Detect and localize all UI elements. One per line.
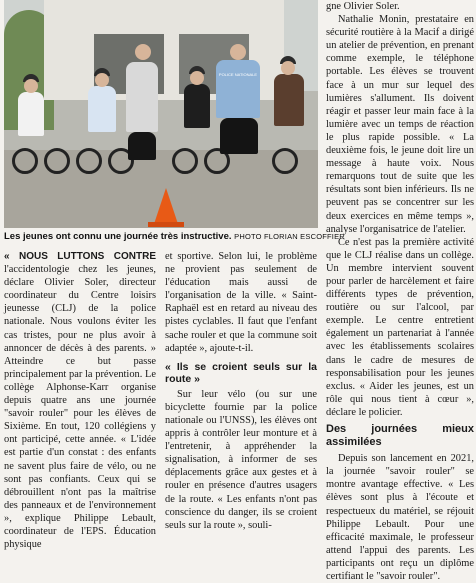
paragraph-text: l'accidentologie chez les jeunes, déclare Olivier Soler, directeur coordinateur du Centre loisirs jeunesse (CLJ) de la police nationale. Nous voulons éviter les cas tristes, pour ne plus avoir à annoncer de décès à des parents. » Atteindre ce but passe principalement par la prévention. Le collège Alphonse-Karr organise depuis quatre ans une journée "savoir rouler" pour les élèves de Sixième. En tout, 120 collégiens y ont participé, cette année. « L'idée est partie d'un constat : des enfants ne savent plus faire de vélo, ou ne sont pas confiants. Ceux qui se débrouillent n'ont pas la maîtrise des panneaux et de l'environnement », explique Philippe Lebault, coordinateur de l'EPS. Éducation physique [4,264,156,551]
photo-bike-wheel [172,148,198,174]
photo-credit: PHOTO FLORIAN ESCOFFIER [234,232,345,241]
subheading: « Ils se croient seuls sur la route » [165,360,317,385]
caption-text: Les jeunes ont connu une journée très instructive. [4,231,232,242]
photo-bike-wheel [44,148,70,174]
photo-police-officer [216,60,260,118]
photo-caption [4,231,345,242]
photo-head [230,44,246,60]
paragraph: et sportive. Selon lui, le problème ne provient pas seulement de l'éducation mais aussi de l'organisation de la ville. « Saint-Raphaël est en retard au niveau des pistes cyclables. Il faut que l'enfant sache rouler et que la commune soit adaptée », ajoute-t-il. [165,251,317,354]
paragraph: Sur leur vélo (ou sur une bicyclette fournie par la police nationale ou l'UNSS), les élèves ont appris à contrôler leur monture et à l'entretenir, à appréhender la signalisation, à informer de ses déplacements grâce aux gestes et à rouler en présence d'autres usagers de la route. « Les enfants n'ont pas conscience du danger, ils se croient seuls sur la route », souli- [165,388,317,531]
photo-shorts [220,118,258,154]
photo-bike-wheel [12,148,38,174]
photo-shirt-text: POLICE NATIONALE [218,72,258,77]
photo-head [281,61,295,75]
paragraph: gne Olivier Soler. [326,1,400,12]
photo-bike-wheel [76,148,102,174]
photo-child [88,86,116,132]
photo-child [184,84,210,128]
article-photo [4,0,318,228]
paragraph: Nathalie Monin, prestataire en sécurité routière à la Macif a dirigé un atelier de prévention, en prenant comme exemple, le téléphone portable. Les élèves se trouvent face à un mur sur lequel des lumières s'allument. Ils doivent réagir et passer leur main face à la lumière avec un temps de réaction le plus rapide possible. « La deuxième fois, le jeune doit lire un message à haute voix. Nous remarquons tout de suite que les résultats sont bien inférieurs. Ils ne peuvent pas se concentrer sur les deux exercices en même temps », analyse l'organisatrice de l'atelier. [326,14,474,235]
paragraph: Depuis son lancement en 2021, la journée "savoir rouler" se montre avantage effective. « Les élèves sont plus à l'écoute et respectueux du matériel, se réjouit Philippe Lebault. Pour une efficacité maximale, le professeur attend l'appui des parents. Les participants ont reçu un diplôme certifiant le "savoir rouler". [326,453,474,583]
article-column-3 [326,0,474,583]
photo-child [274,74,304,126]
photo-bike-wheel [272,148,298,174]
paragraph: Ce n'est pas la première activité que le CLJ réalise dans un collège. Un membre intervient souvent pour parler de harcèlement et faire différents types de prévention, routière ou sur l'alcool, par exemple. Le centre entretient également un partenariat à l'année avec les établissements scolaires dans le cadre de mesures de responsabilisation pour les jeunes exclus. « Aider les jeunes, est un rôle qui nous tient à cœur », déclare le policier. [326,236,474,418]
photo-head [190,71,204,85]
photo-head [24,79,38,93]
photo-traffic-cone [154,188,178,224]
photo-adult [126,62,158,132]
photo-head [135,44,151,60]
photo-traffic-cone-base [148,222,184,227]
article-column-1 [4,250,156,551]
photo-shorts [128,132,156,160]
article-column-2 [165,250,317,532]
lead-in: « NOUS LUTTONS CONTRE [4,251,156,262]
subheading: Des journées mieux assimilées [326,423,474,449]
photo-head [95,73,109,87]
paragraph [4,250,156,551]
photo-child [18,92,44,136]
